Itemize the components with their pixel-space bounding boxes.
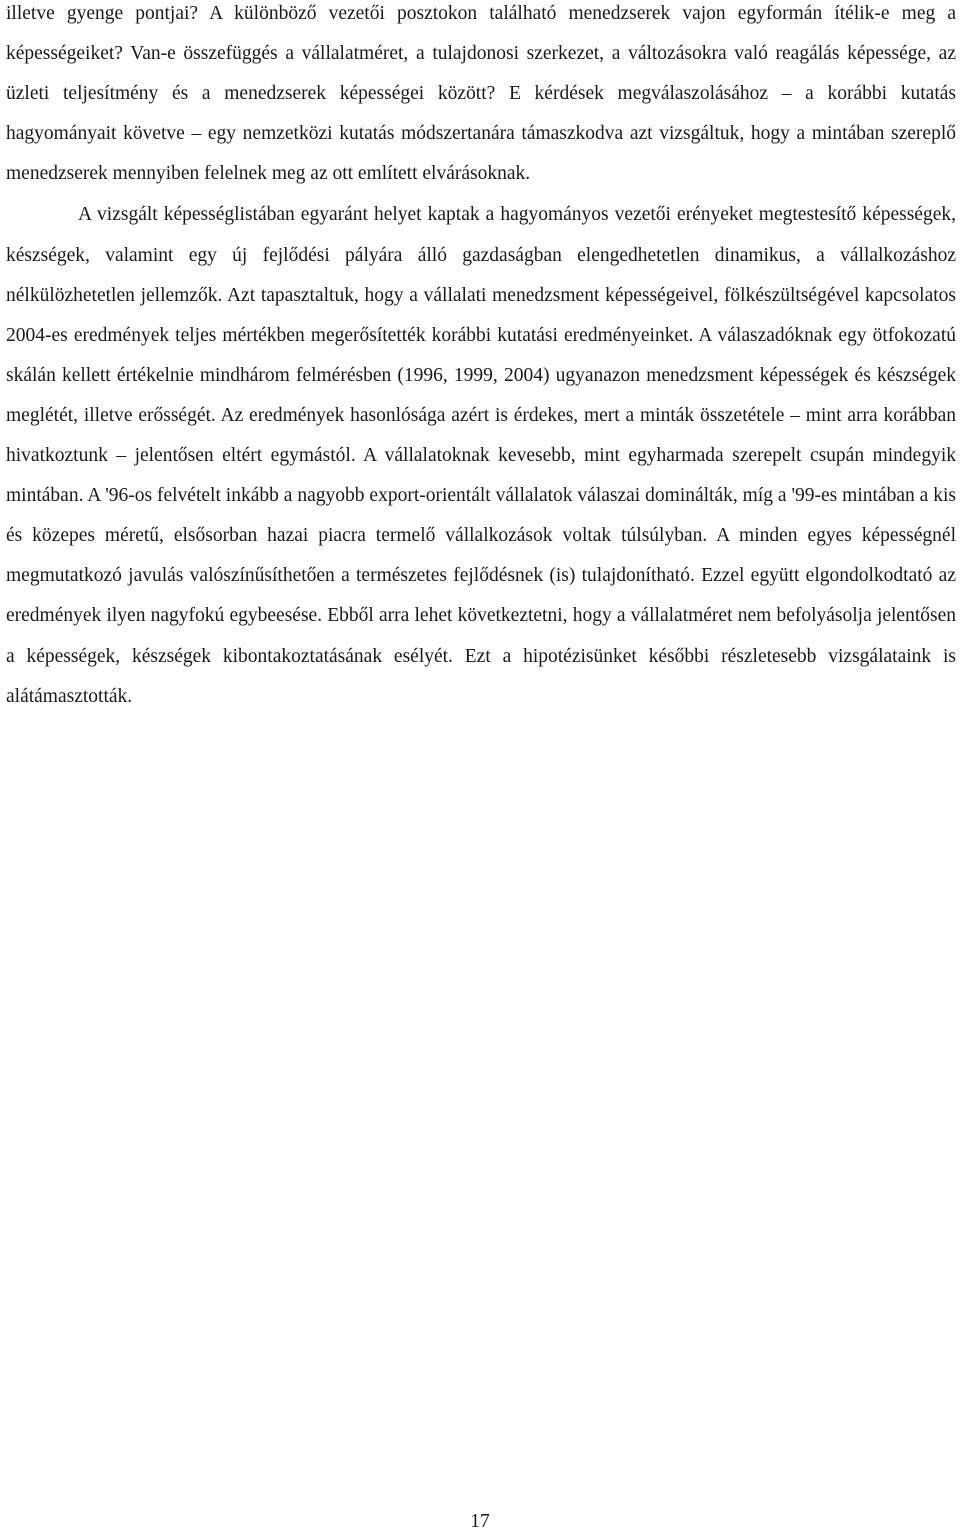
page-number: 17 <box>470 1511 490 1532</box>
page-body <box>6 0 956 717</box>
paragraph-1: illetve gyenge pontjai? A különböző vezetői posztokon található menedzserek vajon egyformán ítélik-e meg a képességeiket? Van-e összefüggés a vállalatméret, a tulajdonosi szerkezet, a változásokra való reagálás képessége, az üzleti teljesítmény és a menedzserek képességei között? E kérdések megválaszolásához – a korábbi kutatás hagyományait követve – egy nemzetközi kutatás módszertanára támaszkodva azt vizsgáltuk, hogy a mintában szereplő menedzserek mennyiben felelnek meg az ott említett elvárásoknak. <box>6 3 956 185</box>
paragraph-2: A vizsgált képességlistában egyaránt helyet kaptak a hagyományos vezetői erényeket megtestesítő képességek, készségek, valamint egy új fejlődési pályára álló gazdaságban elengedhetetlen dinamikus, a vállalkozáshoz nélkülözhetetlen jellemzők. Azt tapasztaltuk, hogy a vállalati menedzsment képességeivel, fölkészültségével kapcsolatos 2004-es eredmények teljes mértékben megerősítették korábbi kutatási eredményeinket. A válaszadóknak egy ötfokozatú skálán kellett értékelnie mindhárom felmérésben (1996, 1999, 2004) ugyanazon menedzsment képességek és készségek meglétét, illetve erősségét. Az eredmények hasonlósága azért is érdekes, mert a minták összetétele – mint arra korábban hivatkoztunk – jelentősen eltért egymástól. A vállalatoknak kevesebb, mint egyharmada szerepelt csupán mindegyik mintában. A '96-os felvételt inkább a nagyobb export-orientált vállalatok válaszai dominálták, míg a '99-es mintában a kis és közepes méretű, elsősorban hazai piacra termelő vállalkozások voltak túlsúlyban. A minden egyes képességnél megmutatkozó javulás valószínűsíthetően a természetes fejlődésnek (is) tulajdonítható. Ezzel együtt elgondolkodtató az eredmények ilyen nagyfokú egybeesése. Ebből arra lehet következtetni, hogy a vállalatméret nem befolyásolja jelentősen a képességek, készségek kibontakoztatásának esélyét. Ezt a hipotézisünket későbbi részletesebb vizsgálataink is alátámasztották. <box>6 204 956 707</box>
